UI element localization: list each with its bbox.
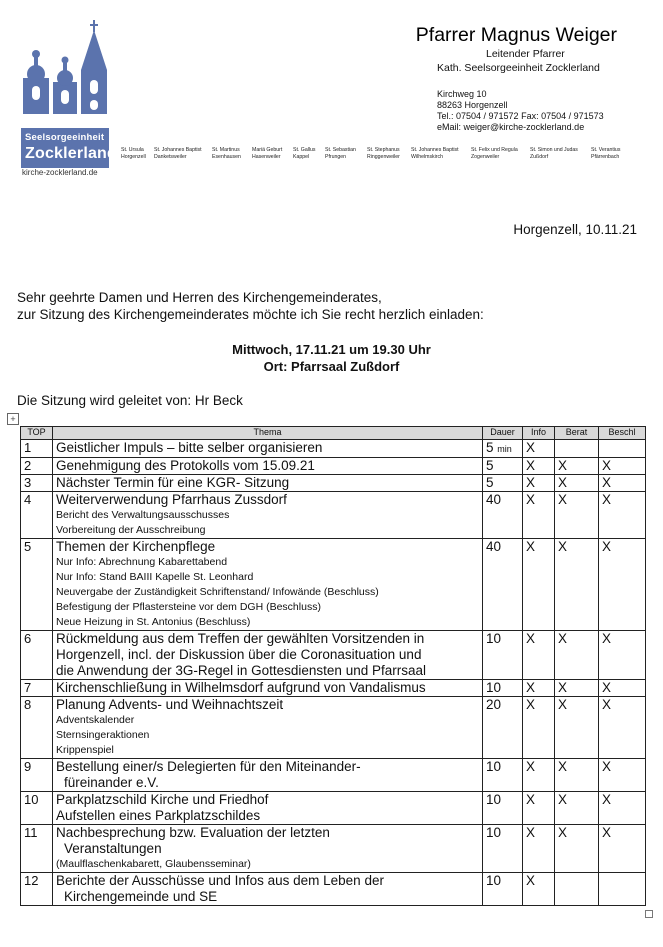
agenda-berat: X <box>555 697 599 759</box>
agenda-dauer-value: 5 <box>486 440 494 455</box>
logo-line-1: Seelsorgeeinheit <box>25 132 105 143</box>
sender-street: Kirchweg 10 <box>437 89 487 99</box>
meeting-date: Mittwoch, 17.11.21 um 19.30 Uhr <box>232 342 431 357</box>
agenda-info: X <box>523 475 555 492</box>
parish-entry <box>591 147 620 160</box>
agenda-berat <box>555 440 599 458</box>
agenda-title-line: Berichte der Ausschüsse und Infos aus dem Leben der <box>56 873 384 888</box>
header-dauer: Dauer <box>483 427 523 440</box>
agenda-row <box>21 680 646 697</box>
agenda-row <box>21 759 646 792</box>
parish-list <box>121 147 641 163</box>
agenda-subitem: Nur Info: Abrechnung Kabarettabend <box>56 556 228 568</box>
agenda-berat: X <box>555 792 599 825</box>
agenda-title-line: füreinander e.V. <box>64 775 159 790</box>
agenda-beschl <box>599 873 646 906</box>
sender-role: Leitender Pfarrer <box>486 48 565 60</box>
parish-name: St. Gallus <box>293 147 316 153</box>
agenda-thema <box>53 440 483 458</box>
agenda-dauer <box>483 440 523 458</box>
agenda-title: Nächster Termin für eine KGR- Sitzung <box>56 475 290 490</box>
parish-entry <box>471 147 518 160</box>
parish-name: St. Ursula <box>121 147 144 153</box>
agenda-thema <box>53 680 483 697</box>
sender-city: 88263 Horgenzell <box>437 100 508 110</box>
agenda-berat: X <box>555 475 599 492</box>
agenda-info: X <box>523 458 555 475</box>
agenda-top: 4 <box>21 492 53 539</box>
agenda-thema <box>53 492 483 539</box>
agenda-thema <box>53 873 483 906</box>
agenda-title: Kirchenschließung in Wilhelmsdorf aufgrund von Vandalismus <box>56 680 426 695</box>
parish-name: St. Johannes Baptist <box>411 147 459 153</box>
agenda-info: X <box>523 539 555 631</box>
agenda-body <box>21 440 646 906</box>
agenda-top: 11 <box>21 825 53 873</box>
parish-place: Pfärrenbach <box>591 153 620 160</box>
sender-email: eMail: weiger@kirche-zocklerland.de <box>437 122 585 132</box>
agenda-dauer <box>483 539 523 631</box>
agenda-dauer <box>483 492 523 539</box>
agenda-title: Planung Advents- und Weihnachtszeit <box>56 697 284 712</box>
agenda-title-line: Kirchengemeinde und SE <box>64 889 218 904</box>
agenda-top: 5 <box>21 539 53 631</box>
sender-unit: Kath. Seelsorgeeinheit Zocklerland <box>437 62 600 74</box>
agenda-info: X <box>523 631 555 680</box>
parish-entry <box>212 147 241 160</box>
agenda-subitem: Neue Heizung in St. Antonius (Beschluss) <box>56 616 251 628</box>
agenda-dauer <box>483 680 523 697</box>
agenda-info: X <box>523 680 555 697</box>
agenda-row <box>21 697 646 759</box>
parish-name: St. Felix und Regula <box>471 147 518 153</box>
agenda-beschl: X <box>599 697 646 759</box>
agenda-dauer <box>483 759 523 792</box>
agenda-thema <box>53 539 483 631</box>
agenda-beschl: X <box>599 492 646 539</box>
agenda-dauer-value: 10 <box>486 631 502 646</box>
agenda-subitem: Sternsingeraktionen <box>56 729 150 741</box>
agenda-beschl: X <box>599 539 646 631</box>
sender-phone: Tel.: 07504 / 971572 Fax: 07504 / 971573 <box>437 111 604 121</box>
parish-name: St. Simon und Judas <box>530 147 578 153</box>
agenda-top: 7 <box>21 680 53 697</box>
agenda-subitem: (Maulflaschenkabarett, Glaubensseminar) <box>56 858 251 870</box>
logo-line-2: Zocklerland <box>25 145 118 162</box>
parish-name: St. Sebastian <box>325 147 356 153</box>
agenda-thema <box>53 697 483 759</box>
agenda-row <box>21 631 646 680</box>
agenda-row <box>21 873 646 906</box>
agenda-berat: X <box>555 680 599 697</box>
agenda-dauer-value: 10 <box>486 792 502 807</box>
table-resize-handle[interactable] <box>645 910 653 918</box>
sender-name: Pfarrer Magnus Weiger <box>415 24 617 46</box>
agenda-subitem: Neuvergabe der Zuständigkeit Schriftenstand/ Infowände (Beschluss) <box>56 586 379 598</box>
parish-place: Horgenzell <box>121 153 146 160</box>
agenda-title-line: Aufstellen eines Parkplatzschildes <box>56 808 261 823</box>
agenda-info: X <box>523 440 555 458</box>
meeting-location: Ort: Pfarrsaal Zußdorf <box>263 359 400 374</box>
agenda-thema <box>53 759 483 792</box>
agenda-berat: X <box>555 631 599 680</box>
parish-entry <box>367 147 400 160</box>
agenda-beschl: X <box>599 759 646 792</box>
agenda-beschl: X <box>599 680 646 697</box>
parish-place: Wilhelmskirch <box>411 153 443 160</box>
agenda-top: 1 <box>21 440 53 458</box>
parish-entry <box>121 147 146 160</box>
agenda-dauer <box>483 697 523 759</box>
agenda-top: 2 <box>21 458 53 475</box>
parish-name: St. Martinus <box>212 147 240 153</box>
table-move-handle[interactable]: + <box>7 413 19 425</box>
agenda-dauer <box>483 631 523 680</box>
agenda-dauer-unit: min <box>497 444 512 454</box>
agenda-row <box>21 492 646 539</box>
logo-url: kirche-zocklerland.de <box>22 168 98 177</box>
agenda-beschl: X <box>599 825 646 873</box>
parish-place: Zogenweiler <box>471 153 500 160</box>
agenda-top: 10 <box>21 792 53 825</box>
agenda-thema <box>53 475 483 492</box>
agenda-row <box>21 440 646 458</box>
agenda-top: 3 <box>21 475 53 492</box>
agenda-subitem: Nur Info: Stand BAIII Kapelle St. Leonhard <box>56 571 254 583</box>
parish-entry <box>325 147 356 160</box>
agenda-dauer <box>483 475 523 492</box>
agenda-title-line: Nachbesprechung bzw. Evaluation der letzten <box>56 825 330 840</box>
agenda-title: Weiterverwendung Pfarrhaus Zussdorf <box>56 492 287 507</box>
agenda-info: X <box>523 697 555 759</box>
parish-place: Danketsweiler <box>154 153 187 160</box>
agenda-thema <box>53 825 483 873</box>
parish-place: Ringgenweiler <box>367 153 400 160</box>
header-info: Info <box>523 427 555 440</box>
parish-place: Hasenweiler <box>252 153 281 160</box>
parish-entry <box>411 147 459 160</box>
agenda-berat <box>555 873 599 906</box>
agenda-info: X <box>523 792 555 825</box>
agenda-dauer <box>483 792 523 825</box>
agenda-row <box>21 539 646 631</box>
header-berat: Berat <box>555 427 599 440</box>
header-top: TOP <box>21 427 53 440</box>
parish-entry <box>530 147 578 160</box>
agenda-title-line: Parkplatzschild Kirche und Friedhof <box>56 792 269 807</box>
agenda-title-line: die Anwendung der 3G-Regel in Gottesdiensten und Pfarrsaal <box>56 663 426 678</box>
agenda-berat: X <box>555 825 599 873</box>
agenda-thema <box>53 458 483 475</box>
agenda-dauer-value: 20 <box>486 697 502 712</box>
agenda-berat: X <box>555 458 599 475</box>
agenda-dauer <box>483 825 523 873</box>
agenda-table <box>20 426 646 906</box>
parish-name: St. Stephanus <box>367 147 400 153</box>
parish-entry <box>293 147 316 160</box>
agenda-top: 12 <box>21 873 53 906</box>
agenda-title-line: Rückmeldung aus dem Treffen der gewählten Vorsitzenden in <box>56 631 425 646</box>
agenda-beschl: X <box>599 792 646 825</box>
parish-place: Zußdorf <box>530 153 549 160</box>
agenda-dauer-value: 5 <box>486 458 494 473</box>
parish-entry <box>252 147 282 160</box>
agenda-info: X <box>523 825 555 873</box>
parish-place: Kappel <box>293 153 310 160</box>
parish-name: St. Verantius <box>591 147 621 153</box>
letter-greeting: Sehr geehrte Damen und Herren des Kirchengemeinderates, <box>17 290 382 305</box>
agenda-subitem: Adventskalender <box>56 714 135 726</box>
parish-logo <box>17 20 118 180</box>
parish-name: Mariä Geburt <box>252 147 283 153</box>
parish-entry <box>154 147 202 160</box>
agenda-beschl: X <box>599 475 646 492</box>
agenda-header-row <box>21 427 646 440</box>
agenda-subitem: Bericht des Verwaltungsausschusses <box>56 509 230 521</box>
agenda-row <box>21 792 646 825</box>
meeting-chair: Die Sitzung wird geleitet von: Hr Beck <box>17 393 243 408</box>
agenda-dauer-value: 5 <box>486 475 494 490</box>
agenda-subitem: Krippenspiel <box>56 744 114 756</box>
letter-invite: zur Sitzung des Kirchengemeinderates möchte ich Sie recht herzlich einladen: <box>17 307 484 322</box>
logo-wordmark <box>21 128 118 168</box>
agenda-thema <box>53 792 483 825</box>
agenda-subitem: Vorbereitung der Ausschreibung <box>56 524 206 536</box>
agenda-top: 9 <box>21 759 53 792</box>
parish-name: St. Johannes Baptist <box>154 147 202 153</box>
agenda-info: X <box>523 873 555 906</box>
agenda-title-line: Veranstaltungen <box>64 841 162 856</box>
agenda-subitem: Befestigung der Pflastersteine vor dem DGH (Beschluss) <box>56 601 321 613</box>
agenda-title: Geistlicher Impuls – bitte selber organisieren <box>56 440 323 455</box>
agenda-info: X <box>523 759 555 792</box>
parish-place: Pfrungen <box>325 153 347 160</box>
agenda-dauer <box>483 458 523 475</box>
agenda-title: Genehmigung des Protokolls vom 15.09.21 <box>56 458 315 473</box>
agenda-berat: X <box>555 759 599 792</box>
agenda-thema <box>53 631 483 680</box>
agenda-row <box>21 825 646 873</box>
header-beschl: Beschl <box>599 427 646 440</box>
agenda-dauer-value: 40 <box>486 539 502 554</box>
agenda-dauer-value: 10 <box>486 873 502 888</box>
agenda-dauer-value: 40 <box>486 492 502 507</box>
parish-place: Esenhausen <box>212 153 241 160</box>
agenda-top: 8 <box>21 697 53 759</box>
agenda-title: Themen der Kirchenpflege <box>56 539 216 554</box>
agenda-beschl <box>599 440 646 458</box>
agenda-berat: X <box>555 492 599 539</box>
agenda-dauer-value: 10 <box>486 680 502 695</box>
agenda-top: 6 <box>21 631 53 680</box>
agenda-dauer-value: 10 <box>486 825 502 840</box>
agenda-beschl: X <box>599 458 646 475</box>
agenda-dauer-value: 10 <box>486 759 502 774</box>
agenda-dauer <box>483 873 523 906</box>
agenda-berat: X <box>555 539 599 631</box>
agenda-row <box>21 475 646 492</box>
agenda-beschl: X <box>599 631 646 680</box>
agenda-info: X <box>523 492 555 539</box>
agenda-title-line: Horgenzell, incl. der Diskussion über die Coronasituation und <box>56 647 422 662</box>
header-thema: Thema <box>53 427 483 440</box>
agenda-title-line: Bestellung einer/s Delegierten für den Miteinander- <box>56 759 361 774</box>
letter-date: Horgenzell, 10.11.21 <box>513 222 637 237</box>
church-towers-icon <box>17 20 113 128</box>
agenda-row <box>21 458 646 475</box>
